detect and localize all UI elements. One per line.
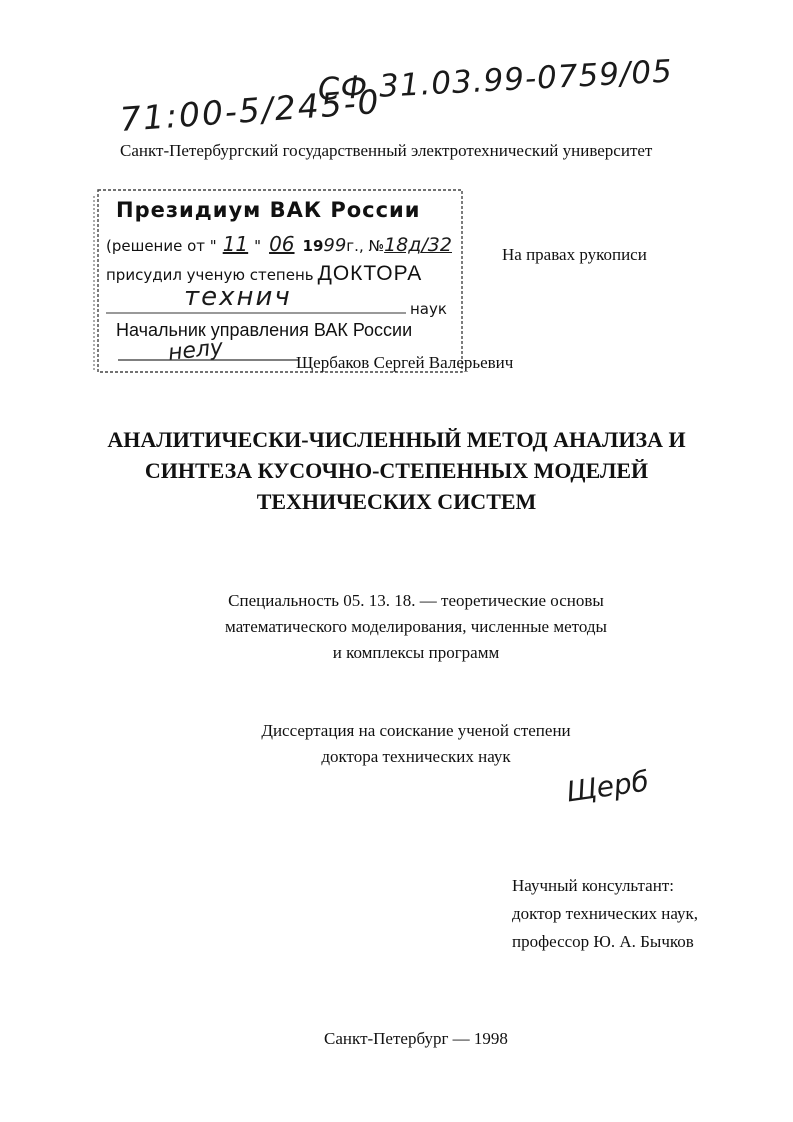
author-signature: Щерб: [564, 764, 651, 809]
dissertation-degree: [0, 718, 793, 770]
stamp-decision-year-prefix: 19: [302, 237, 324, 255]
stamp-decision-month: 06: [269, 232, 295, 256]
stamp-awarded-prefix: присудил ученую степень: [106, 266, 314, 284]
specialty-line-1: Специальность 05. 13. 18. — теоретические основы: [228, 591, 604, 610]
stamp-signature-line: [118, 356, 298, 364]
specialty-line-3: и комплексы программ: [332, 643, 500, 662]
handwritten-cipher-left: 71:00-5/245-0: [118, 81, 382, 139]
stamp-decision-no-label: г., №: [346, 237, 385, 255]
dissertation-line-1: Диссертация на соискание ученой степени: [261, 721, 571, 740]
specialty-line-2: математического моделирования, численные методы: [225, 617, 607, 636]
consultant-line-1: Научный консультант:: [512, 876, 674, 895]
stamp-decision-year: 99: [323, 235, 347, 256]
stamp-signature: нелу: [166, 335, 225, 366]
title-line-3: ТЕХНИЧЕСКИХ СИСТЕМ: [256, 489, 537, 514]
title-line-2: СИНТЕЗА КУСОЧНО-СТЕПЕННЫХ МОДЕЛЕЙ: [144, 458, 649, 483]
scientific-consultant: [512, 872, 698, 956]
stamp-decision-day: 11: [222, 232, 249, 256]
stamp-field-handwritten: технич: [184, 282, 292, 312]
stamp-decision-mid: ": [254, 237, 262, 255]
consultant-line-2: доктор технических наук,: [512, 904, 699, 923]
stamp-decision-line: [106, 232, 452, 256]
dissertation-line-2: доктора технических наук: [321, 747, 511, 766]
stamp-field-underline: [106, 310, 406, 316]
stamp-nauk: наук: [410, 300, 447, 318]
stamp-chief: Начальник управления ВАК России: [116, 320, 413, 340]
author-name: Щербаков Сергей Валерьевич: [296, 353, 514, 372]
specialty: [0, 588, 793, 666]
stamp-presidium: Президиум ВАК России: [116, 198, 421, 222]
handwritten-cipher-top: СФ 31.03.99-0759/05: [317, 53, 674, 108]
dissertation-title: [0, 424, 793, 517]
consultant-line-3: профессор Ю. А. Бычков: [512, 932, 694, 951]
manuscript-rights: На правах рукописи: [502, 245, 647, 264]
stamp-decision-no: 18д/32: [384, 234, 452, 256]
vak-stamp: [92, 186, 468, 376]
city-year: Санкт-Петербург — 1998: [324, 1029, 508, 1048]
title-line-1: АНАЛИТИЧЕСКИ-ЧИСЛЕННЫЙ МЕТОД АНАЛИЗА И: [107, 427, 686, 452]
stamp-degree: ДОКТОРА: [317, 262, 423, 285]
stamp-decision-prefix: (решение от ": [106, 237, 217, 255]
university-name: Санкт-Петербургский государственный электротехнический университет: [120, 141, 653, 160]
